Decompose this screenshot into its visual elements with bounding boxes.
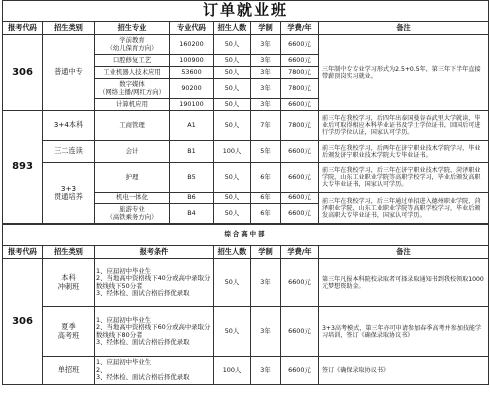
- major-cell: 工商管理: [95, 111, 170, 141]
- header-count: 招生人数: [214, 22, 251, 35]
- years-cell: 7年: [251, 111, 281, 141]
- exam-code: 306: [3, 35, 43, 111]
- note-cell: 第三年凡报本科院校录取者可择录取通知书到我校领取1000元梦想资助金。: [319, 259, 489, 307]
- count-cell: 50人: [214, 79, 251, 99]
- major-code-cell: B4: [170, 204, 214, 224]
- years-cell: 3年: [251, 259, 281, 307]
- fee-cell: 6600元: [281, 259, 319, 307]
- note-cell: 前三年在我校学习，后三年通过单招进入德州职业学院、菏泽职业学院、山东工业职业学院等高职学校学习，毕业后颁发高职大专毕业证书，国家认可学历。: [319, 193, 489, 224]
- header-fee: 学费/年: [281, 246, 319, 259]
- category-cell: 三二连读: [43, 141, 95, 163]
- section2-title: 综合高中部: [3, 225, 489, 246]
- years-cell: 6年: [251, 204, 281, 224]
- header-conditions: 报考条件: [95, 246, 214, 259]
- fee-cell: 6600元: [281, 357, 319, 385]
- section1-title: 订单就业班: [3, 1, 489, 22]
- conditions-cell: 1、应届初中毕业生 2、当地高中资格线下60分或高中录取分数线线下80分者 3、经体检、面试合格后择优录取: [95, 307, 214, 357]
- note-cell: 3+3高考模式，第三年亦可申请参加春季高考并参加技能学习培训，签订《确保录取协议书》: [319, 307, 489, 357]
- major-code-cell: B5: [170, 163, 214, 193]
- years-cell: 5年: [251, 141, 281, 163]
- fee-cell: 6600元: [281, 35, 319, 55]
- note-cell: 签订《确保录取协议书》: [319, 357, 489, 385]
- count-cell: 50人: [214, 67, 251, 79]
- years-cell: 3年: [251, 357, 281, 385]
- major-cell: 口腔修复工艺: [95, 55, 170, 67]
- category-cell: 本科 冲刺班: [43, 259, 95, 307]
- header-code: 报考代码: [3, 246, 43, 259]
- count-cell: 100人: [214, 141, 251, 163]
- category-cell: 普通中专: [43, 35, 95, 111]
- header-code: 报考代码: [3, 22, 43, 35]
- major-cell: 数字媒体 （网络主播/网红方向）: [95, 79, 170, 99]
- years-cell: 6年: [251, 193, 281, 204]
- years-cell: 3年: [251, 99, 281, 111]
- fee-cell: 6600元: [281, 193, 319, 204]
- count-cell: 50人: [214, 204, 251, 224]
- major-code-cell: 190100: [170, 99, 214, 111]
- fee-cell: 7800元: [281, 111, 319, 141]
- header-fee: 学费/年: [281, 22, 319, 35]
- major-cell: 机电一体化: [95, 193, 170, 204]
- header-note: 备注: [319, 22, 489, 35]
- category-cell: 单招班: [43, 357, 95, 385]
- header-note: 备注: [319, 246, 489, 259]
- header-major-code: 专业代码: [170, 22, 214, 35]
- fee-cell: 6600元: [281, 141, 319, 163]
- fee-cell: 6600元: [281, 99, 319, 111]
- years-cell: 3年: [251, 67, 281, 79]
- major-cell: 会计: [95, 141, 170, 163]
- major-cell: 旅游专业 （高铁乘务方向）: [95, 204, 170, 224]
- major-code-cell: 53600: [170, 67, 214, 79]
- years-cell: 3年: [251, 307, 281, 357]
- note-cell: 前三年在我校学习，后三年在济宁职业技术学院、菏泽职业学院、山东工业职业学院等高职学校学习，毕业后颁发高职大专毕业证书，国家认可学历。: [319, 163, 489, 193]
- major-code-cell: B1: [170, 141, 214, 163]
- major-cell: 计算机应用: [95, 99, 170, 111]
- category-cell: 夏季 高考班: [43, 307, 95, 357]
- exam-code: 306: [3, 259, 43, 385]
- count-cell: 50人: [214, 259, 251, 307]
- header-major: 招生专业: [95, 22, 170, 35]
- count-cell: 50人: [214, 35, 251, 55]
- count-cell: 50人: [214, 193, 251, 204]
- order-employment-table: [2, 0, 489, 224]
- note-cell: 三年制中专专业学习形式为2.5+0.5年，第三年下半年直接带薪顶岗实习就业。: [319, 35, 489, 111]
- exam-code: 893: [3, 111, 43, 224]
- header-years: 学制: [251, 22, 281, 35]
- header-category: 招生类别: [43, 246, 95, 259]
- count-cell: 50人: [214, 55, 251, 67]
- fee-cell: 6600元: [281, 55, 319, 67]
- major-code-cell: 90200: [170, 79, 214, 99]
- count-cell: 50人: [214, 111, 251, 141]
- count-cell: 50人: [214, 307, 251, 357]
- note-cell: 前三年在我校学习，后两年在济宁职业技术学院学习，毕业后颁发济宁职业技术学院大专毕业证书。: [319, 141, 489, 163]
- major-cell: 护理: [95, 163, 170, 193]
- header-category: 招生类别: [43, 22, 95, 35]
- years-cell: 3年: [251, 79, 281, 99]
- years-cell: 3年: [251, 35, 281, 55]
- count-cell: 100人: [214, 357, 251, 385]
- major-code-cell: A1: [170, 111, 214, 141]
- count-cell: 50人: [214, 163, 251, 193]
- count-cell: 50人: [214, 99, 251, 111]
- fee-cell: 6600元: [281, 307, 319, 357]
- years-cell: 3年: [251, 55, 281, 67]
- fee-cell: 7800元: [281, 67, 319, 79]
- category-cell: 3+4本科: [43, 111, 95, 141]
- category-cell: 3+3 贯通培养: [43, 163, 95, 224]
- major-code-cell: 160200: [170, 35, 214, 55]
- header-count: 招生人数: [214, 246, 251, 259]
- note-cell: 前三年在我校学习，后四年出泰国曼谷吞武里大学就读，毕业后可取得相应本科毕业证书及学士学位证书，回国后可进行学历学位认证，国家认可学历。: [319, 111, 489, 141]
- fee-cell: 6600元: [281, 204, 319, 224]
- conditions-cell: 1、应届初中毕业生 2、当地高中资格线下40分或高中录取分数线线下50分者 3、经体检、面试合格后择优录取: [95, 259, 214, 307]
- comprehensive-high-school-table: [2, 224, 489, 385]
- fee-cell: 6600元: [281, 163, 319, 193]
- header-years: 学制: [251, 246, 281, 259]
- major-code-cell: 100900: [170, 55, 214, 67]
- major-cell: 工业机器人技术应用: [95, 67, 170, 79]
- major-cell: 学前教育 （幼儿保育方向）: [95, 35, 170, 55]
- years-cell: 6年: [251, 163, 281, 193]
- conditions-cell: 1、应届初中毕业生 2、 3、经体检、面试合格后择优录取: [95, 357, 214, 385]
- fee-cell: 7800元: [281, 79, 319, 99]
- major-code-cell: B6: [170, 193, 214, 204]
